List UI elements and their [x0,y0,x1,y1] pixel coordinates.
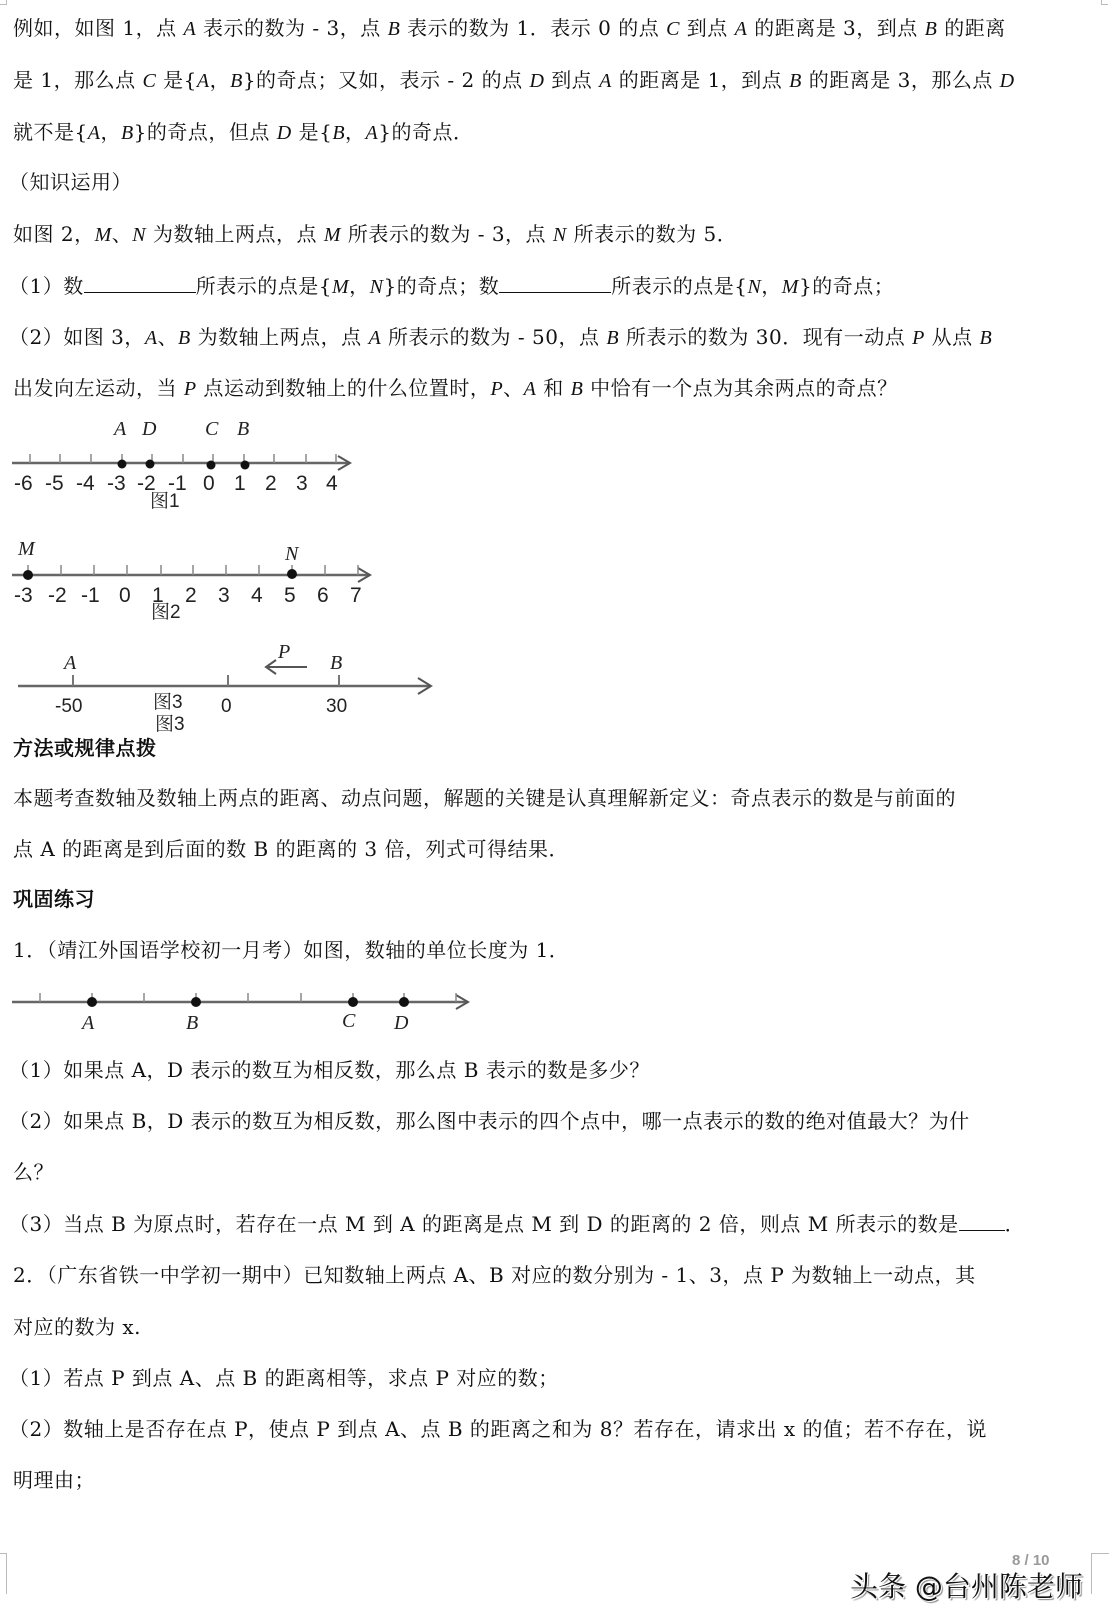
svg-text:P: P [278,641,291,663]
svg-text:A: A [114,418,127,440]
svg-text:-6: -6 [14,472,33,495]
figure-2-number-line [0,520,390,623]
practice-1-number-line [0,985,480,1035]
answer-blank-2[interactable] [499,272,611,293]
svg-text:4: 4 [326,472,338,495]
svg-text:2: 2 [265,472,277,495]
svg-text:0: 0 [221,696,232,717]
practice-2-title-line-1: 2．（广东省铁一中学初一期中）已知数轴上两点 A、B 对应的数分别为 - 1、3，点 P 为数轴上一动点，其 [13,1263,976,1287]
practice-2-question-2-line-1: （2）数轴上是否存在点 P，使点 P 到点 A、点 B 的距离之和为 8？若存在，请求出 x 的值；若不存在，说 [9,1417,987,1441]
svg-text:图3: 图3 [155,714,185,735]
practice-1-question-2-line-1: （2）如果点 B，D 表示的数互为相反数，那么图中表示的四个点中，哪一点表示的数的绝对值最大？为什 [9,1109,970,1133]
practice-2-question-1: （1）若点 P 到点 A、点 B 的距离相等，求点 P 对应的数； [9,1366,559,1390]
svg-text:2: 2 [185,584,197,607]
page-corner-top-left [0,0,7,5]
practice-1-question-2-line-2: 么？ [13,1160,54,1184]
svg-text:6: 6 [317,584,329,607]
svg-text:A: A [82,1012,95,1034]
svg-text:0: 0 [119,584,131,607]
knowledge-question-2-line-1: （2）如图 3，A、B 为数轴上两点，点 A 所表示的数为 - 50，点 B 所表示的数为 30．现有一动点 P 从点 B [9,325,993,349]
method-line-1: 本题考查数轴及数轴上两点的距离、动点问题，解题的关键是认真理解新定义：奇点表示的数是与前面的 [13,786,956,810]
practice-1-question-1: （1）如果点 A，D 表示的数互为相反数，那么点 B 表示的数是多少？ [9,1058,650,1082]
svg-text:-5: -5 [45,472,64,495]
page-indicator: 8 / 10 [1012,1552,1050,1569]
figure-3-caption [0,686,200,720]
knowledge-line-1: 如图 2，M、N 为数轴上两点，点 M 所表示的数为 - 3，点 N 所表示的数为 5． [13,222,738,246]
svg-text:图3: 图3 [153,692,183,713]
answer-blank-1[interactable] [84,272,196,293]
svg-text:B: B [330,652,343,674]
svg-text:7: 7 [350,584,362,607]
page-corner-bottom-left [0,1553,7,1594]
svg-text:-3: -3 [14,584,33,607]
svg-text:3: 3 [296,472,308,495]
svg-text:D: D [394,1012,409,1034]
svg-text:-1: -1 [168,472,187,495]
practice-1-title: 1．（靖江外国语学校初一月考）如图，数轴的单位长度为 1． [13,938,570,962]
practice-2-question-2-line-2: 明理由； [13,1468,95,1492]
svg-text:A: A [64,652,77,674]
practice-heading: 巩固练习 [13,887,95,911]
figure-1-number-line [0,410,380,510]
svg-text:-2: -2 [48,584,67,607]
svg-text:B: B [186,1012,199,1034]
svg-text:B: B [237,418,250,440]
svg-text:C: C [342,1010,356,1032]
svg-text:30: 30 [326,696,348,717]
knowledge-heading: （知识运用） [9,170,132,194]
page-corner-bottom-right [1091,1553,1109,1594]
svg-text:5: 5 [284,584,296,607]
knowledge-question-2-line-2: 出发向左运动，当 P 点运动到数轴上的什么位置时，P、A 和 B 中恰有一个点为其余两点的奇点？ [13,376,898,400]
svg-text:4: 4 [251,584,263,607]
practice-1-question-3: （3）当点 B 为原点时，若存在一点 M 到 A 的距离是点 M 到 D 的距离的 2 倍，则点 M 所表示的数是 ． [9,1212,1026,1236]
svg-text:1: 1 [152,584,164,607]
watermark: 头条 @台州陈老师 [850,1570,1083,1603]
svg-text:1: 1 [234,472,246,495]
svg-text:-1: -1 [81,584,100,607]
svg-text:3: 3 [218,584,230,607]
svg-text:D: D [142,418,157,440]
practice-2-title-line-2: 对应的数为 x. [13,1315,141,1339]
svg-text:N: N [285,543,299,565]
svg-text:图1: 图1 [150,491,180,512]
svg-text:-4: -4 [76,472,95,495]
method-line-2: 点 A 的距离是到后面的数 B 的距离的 3 倍，列式可得结果． [13,837,570,861]
intro-line-1: 例如，如图 1，点 A 表示的数为 - 3，点 B 表示的数为 1．表示 0 的点 C 到点 A 的距离是 3，到点 B 的距离 [13,16,1006,40]
page-corner-top-right [1101,0,1108,5]
answer-blank-3[interactable] [959,1210,1005,1231]
svg-text:-2: -2 [137,472,156,495]
svg-text:C: C [205,418,219,440]
svg-text:-3: -3 [107,472,126,495]
svg-text:M: M [18,538,35,560]
method-heading: 方法或规律点拨 [13,736,157,760]
knowledge-question-1: （1）数 所表示的点是{M，N}的奇点；数 所表示的点是{N，M}的奇点； [9,274,895,298]
intro-line-3: 就不是{A，B}的奇点，但点 D 是{B，A}的奇点． [13,120,474,144]
svg-text:图2: 图2 [151,602,181,623]
svg-text:-50: -50 [55,696,83,717]
intro-line-2: 是 1，那么点 C 是{A，B}的奇点；又如，表示 - 2 的点 D 到点 A 的距离是 1，到点 B 的距离是 3，那么点 D [13,68,1015,92]
svg-text:0: 0 [203,472,215,495]
